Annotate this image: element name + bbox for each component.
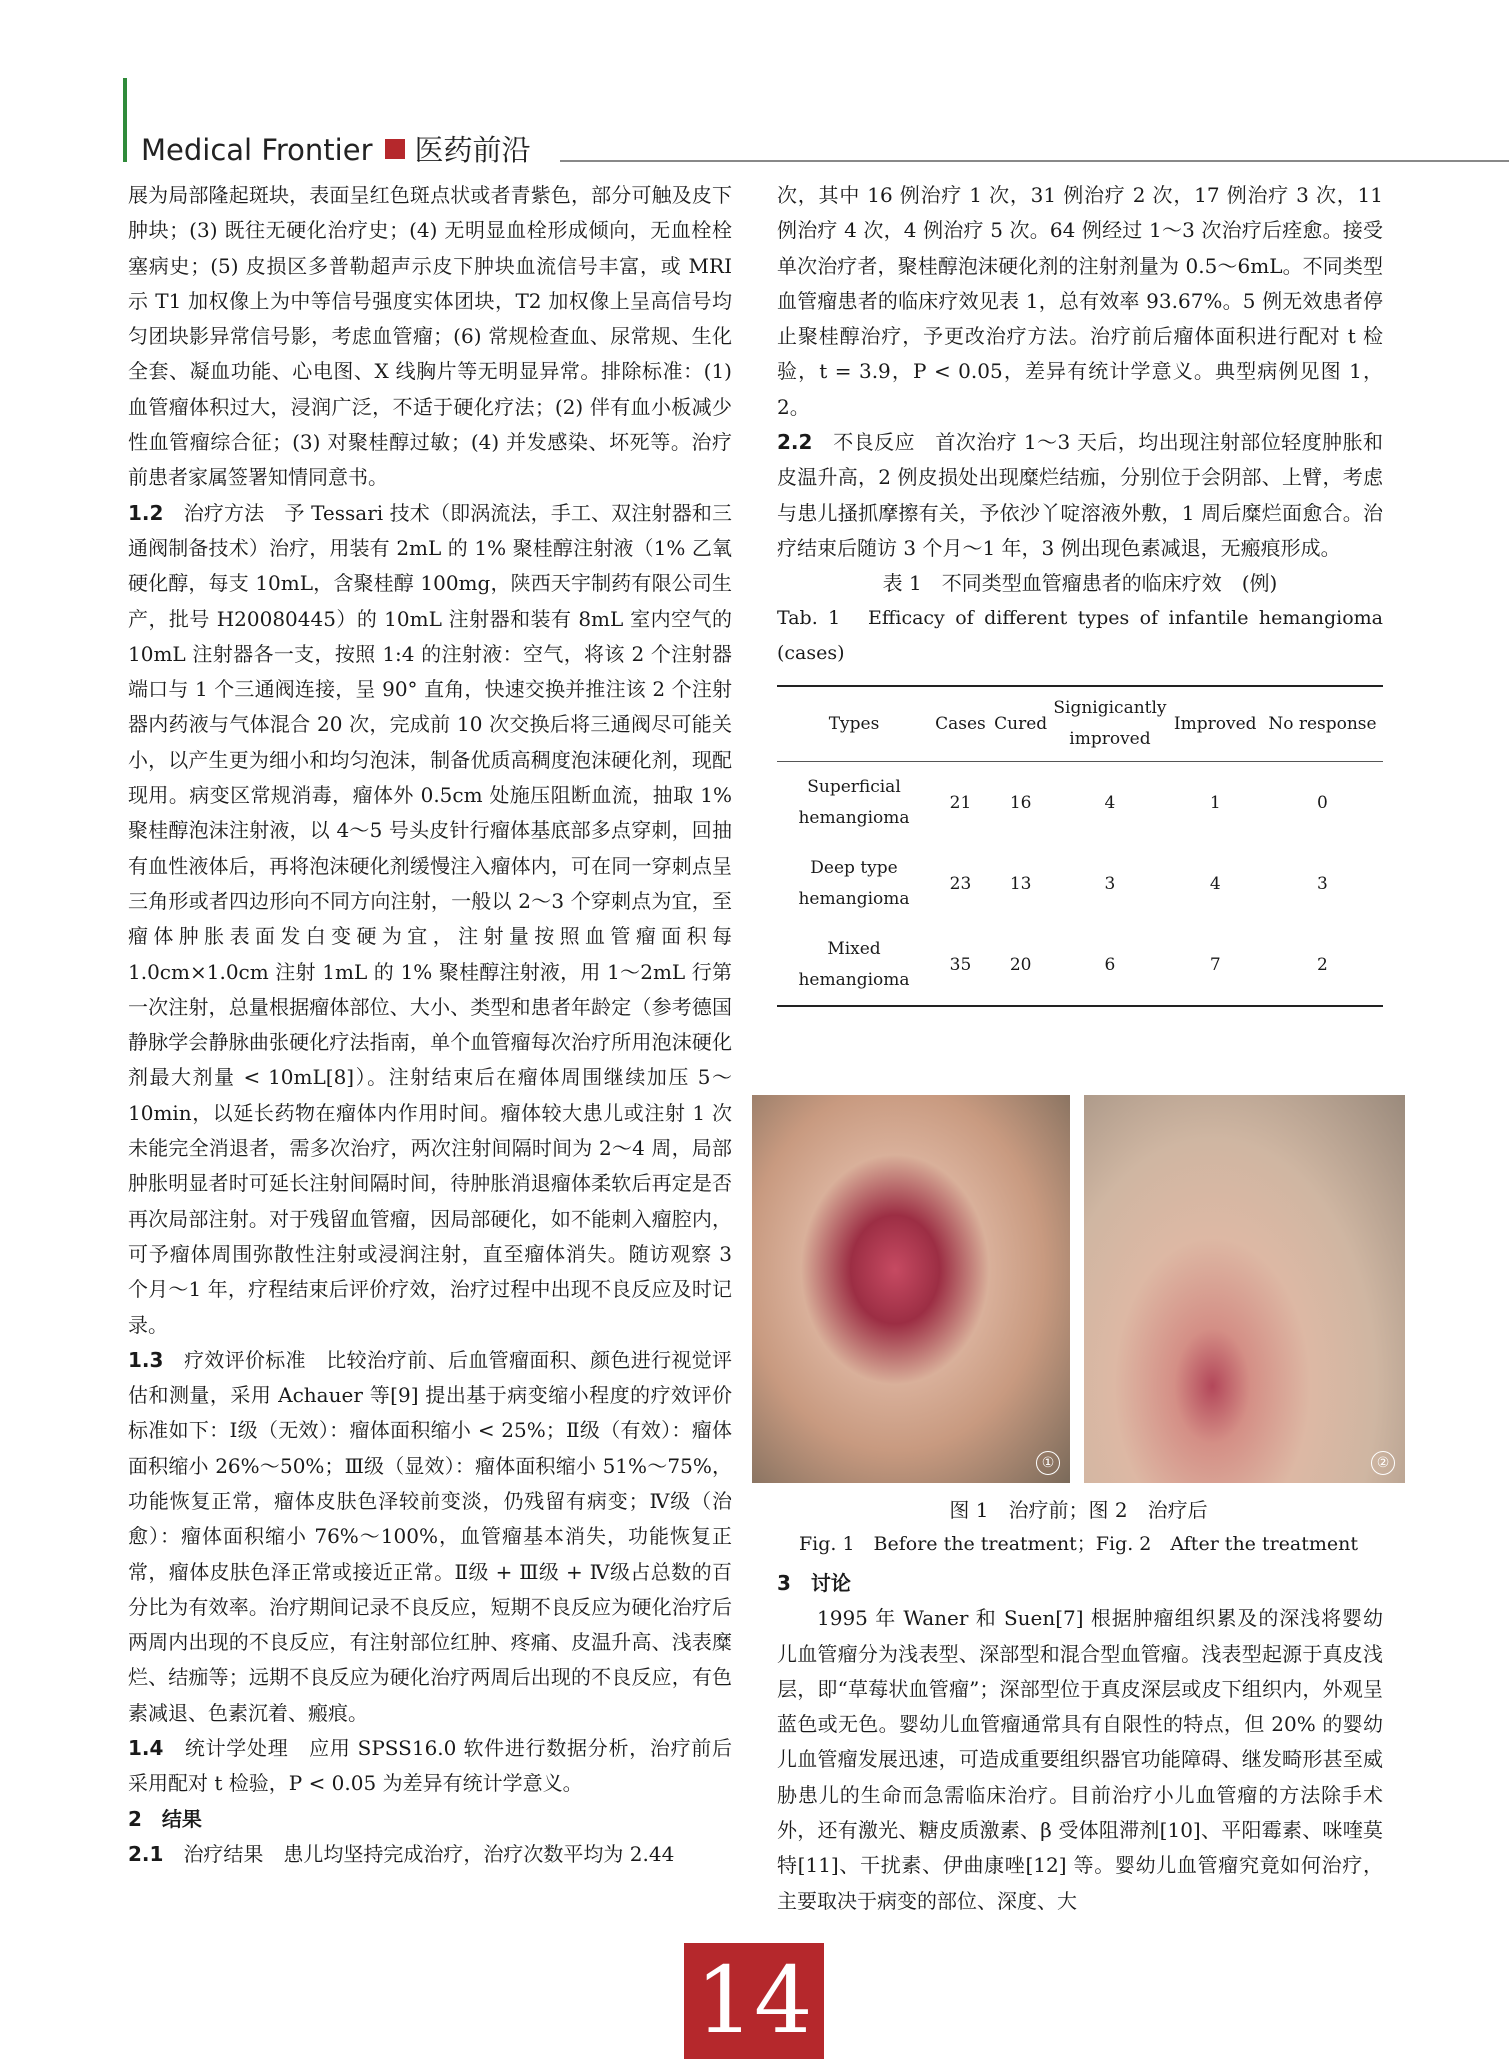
table-cell: 0 [1317,792,1328,813]
table-cell: 23 [949,873,972,894]
header-title-cn: 医药前沿 [414,133,531,167]
table-header-row [777,686,1383,762]
table-header-cell: Improved [1169,686,1262,762]
figure-number-1: ① [1036,1451,1060,1475]
table-cell: 4 [1209,873,1221,894]
subsection-number: 2.1 [128,1841,164,1866]
paragraph-text: 展为局部隆起斑块，表面呈红色斑点状或者青紫色，部分可触及皮下肿块；(3) 既往无硬化治疗史；(4) 无明显血栓形成倾向，无血栓栓塞病史；(5) 皮损区多普勒超声示皮下肿块血流信号丰富，或 MRI 示 T1 加权像上为中等信号强度实体团块，T2 加权像上呈高信号均匀团块影异常信号影，考虑血管瘤；(6) 常规检查血、尿常规、生化全套、凝血功能、心电图、X 线胸片等无明显异常。排除标准：(1) 血管瘤体积过大，浸润广泛，不适于硬化疗法；(2) 伴有血小板减少性血管瘤综合征；(3) 对聚桂醇过敏；(4) 并发感染、坏死等。治疗前患者家属签署知情同意书。 [128,183,732,490]
table-cell: Superficial hemangioma [798,777,910,829]
paragraph-text: 治疗方法 予 Tessari 技术（即涡流法，手工、双注射器和三通阀制备技术）治疗，用装有 2mL 的 1% 聚桂醇注射液（1% 乙氧硬化醇，每支 10mL，含聚桂醇 100mg，陕西天宇制药有限公司生产，批号 H20080445）的 10mL 注射器和装有 8mL 室内空气的 10mL 注射器各一支，按照 1:4 的注射液：空气，将该 2 个注射器端口与 1 个三通阀连接，呈 90° 直角，快速交换并推注该 2 个注射器内药液与气体混合 20 次，完成前 10 次交换后将三通阀尽可能关小，以产生更为细小和均匀泡沫，制备优质高稠度泡沫硬化剂，现配现用。病变区常规消毒，瘤体外 0.5cm 处施压阻断血流，抽取 1% 聚桂醇泡沫注射液，以 4～5 号头皮针行瘤体基底部多点穿刺，回抽有血性液体后，再将泡沫硬化剂缓慢注入瘤体内，可在同一穿刺点呈三角形或者四边形向不同方向注射，一般以 2～3 个穿刺点为宜，至瘤体肿胀表面发白变硬为宜，注射量按照血管瘤面积每 1.0cm×1.0cm 注射 1mL 的 1% 聚桂醇注射液，用 1～2mL 行第一次注射，总量根据瘤体部位、大小、类型和患者年龄定（参考德国静脉学会静脉曲张硬化疗法指南，单个血管瘤每次治疗所用泡沫硬化剂最大剂量 < 10mL[8]）。注射结束后在瘤体周围继续加压 5～10min，以延长药物在瘤体内作用时间。瘤体较大患儿或注射 1 次未能完全消退者，需多次治疗，两次注射间隔时间为 2～4 周，局部肿胀明显者时可延长注射间隔时间，待肿胀消退瘤体柔软后再定是否再次局部注射。对于残留血管瘤，因局部硬化，如不能刺入瘤腔内，可予瘤体周围弥散性注射或浸润注射，直至瘤体消失。随访观察 3 个月～1 年，疗程结束后评价疗效，治疗过程中出现不良反应及时记录。 [128,500,732,1337]
figure-caption-cn: 图 1 治疗前；图 2 治疗后 [949,1498,1208,1522]
table-header-cell: Cured [990,686,1051,762]
photo-after-treatment [1084,1095,1405,1483]
table-row [777,762,1383,844]
table-cell: 3 [1104,873,1116,894]
table-caption-en: Tab. 1 Efficacy of different types of infantile hemangioma (cases) [777,607,1403,665]
table-cell: 1 [1209,792,1221,813]
table-cell: Mixed hemangioma [777,924,931,1006]
table-cell: 6 [1051,924,1168,1006]
paragraph [777,425,1383,566]
table-cell: Deep type hemangioma [798,858,910,910]
paragraph [128,1343,732,1731]
header-title-en: Medical Frontier [141,133,373,167]
efficacy-table [777,685,1383,1007]
paragraph-text: 治疗结果 患儿均坚持完成治疗，治疗次数平均为 2.44 [183,1841,675,1866]
paragraph [128,1731,732,1802]
table-header-cell: Types [777,686,931,762]
table-cell: 7 [1169,924,1262,1006]
subsection-number: 2.2 [777,430,813,455]
section-heading: 3 讨论 [777,1571,851,1595]
figure-number-2: ② [1371,1451,1395,1475]
table-header-cell: Signigicantly improved [1051,686,1168,762]
right-column-bottom [777,1566,1383,1919]
figures [752,1095,1405,1483]
table-cell: 35 [931,924,990,1006]
figure-caption-en: Fig. 1 Before the treatment；Fig. 2 After the treatment [798,1533,1359,1555]
section-heading: 2 结果 [128,1806,202,1831]
table-header-cell: No response [1262,686,1383,762]
left-column [128,178,732,1872]
paragraph-text: 疗效评价标准 比较治疗前、后血管瘤面积、颜色进行视觉评估和测量，采用 Achauer 等[9] 提出基于病变缩小程度的疗效评价标准如下：Ⅰ级（无效）：瘤体面积缩小 < 25%；Ⅱ级（有效）：瘤体面积缩小 26%～50%；Ⅲ级（显效）：瘤体面积缩小 51%～75%，功能恢复正常，瘤体皮肤色泽较前变淡，仍残留有病变；Ⅳ级（治愈）：瘤体面积缩小 76%～100%，血管瘤基本消失，功能恢复正常，瘤体皮肤色泽正常或接近正常。Ⅱ级 + Ⅲ级 + Ⅳ级占总数的百分比为有效率。治疗期间记录不良反应，短期不良反应为硬化治疗后两周内出现的不良反应，有注射部位红肿、疼痛、皮温升高、浅表糜烂、结痂等；远期不良反应为硬化治疗两周后出现的不良反应，有色素减退、色素沉着、瘢痕。 [128,1347,733,1725]
paragraph-text: 1995 年 Waner 和 Suen[7] 根据肿瘤组织累及的深浅将婴幼儿血管瘤分为浅表型、深部型和混合型血管瘤。浅表型起源于真皮浅层，即“草莓状血管瘤”；深部型位于真皮深层或皮下组织内，外观呈蓝色或无色。婴幼儿血管瘤通常具有自限性的特点，但 20% 的婴幼儿血管瘤发展迅速，可造成重要组织器官功能障碍、继发畸形甚至威胁患儿的生命而急需临床治疗。目前治疗小儿血管瘤的方法除手术外，还有激光、糖皮质激素、β 受体阻滞剂[10]、平阳霉素、咪喹莫特[11]、干扰素、伊曲康唑[12] 等。婴幼儿血管瘤究竟如何治疗，主要取决于病变的部位、深度、大 [777,1606,1383,1913]
table-cell: 21 [949,792,972,813]
paragraph-text: 次，其中 16 例治疗 1 次，31 例治疗 2 次，17 例治疗 3 次，11 例治疗 4 次，4 例治疗 5 次。64 例经过 1～3 次治疗后痊愈。接受单次治疗者，聚桂醇泡沫硬化剂的注射剂量为 0.5～6mL。不同类型血管瘤患者的临床疗效见表 1，总有效率 93.67%。5 例无效患者停止聚桂醇治疗，予更改治疗方法。治疗前后瘤体面积进行配对 t 检验，t = 3.9，P < 0.05，差异有统计学意义。典型病例见图 1，2。 [777,183,1383,419]
paragraph [777,178,1383,425]
table-cell: 3 [1317,873,1328,894]
table-cell: 13 [1009,873,1032,894]
photo-before-treatment [752,1095,1070,1483]
table-header-cell: Cases [931,686,990,762]
right-column [777,178,1403,1007]
paragraph-text: 不良反应 首次治疗 1～3 天后，均出现注射部位轻度肿胀和皮温升高，2 例皮损处出现糜烂结痂，分别位于会阴部、上臂，考虑与患儿搔抓摩擦有关，予依沙丫啶溶液外敷，1 周后糜烂面愈合。治疗结束后随访 3 个月～1 年，3 例出现色素减退，无瘢痕形成。 [777,430,1383,560]
header-square-icon [385,139,405,159]
header-rule [560,160,1509,162]
table-cell: 16 [1009,792,1032,813]
table-row [777,924,1383,1006]
paragraph [128,178,732,496]
paragraph [128,496,732,1343]
right-column-top [777,178,1383,566]
table-cell: 4 [1104,792,1116,813]
table-cell: 2 [1262,924,1383,1006]
running-header [141,128,531,169]
subsection-number: 1.2 [128,500,164,525]
table-row [777,843,1383,924]
paragraph [128,1837,732,1872]
paragraph [777,1601,1383,1919]
header-bar [123,78,127,162]
table-caption-cn: 表 1 不同类型血管瘤患者的临床疗效 (例) [882,571,1278,596]
subsection-number: 1.4 [128,1736,164,1761]
paragraph-text: 统计学处理 应用 SPSS16.0 软件进行数据分析，治疗前后采用配对 t 检验，P < 0.05 为差异有统计学意义。 [128,1736,732,1796]
table-cell: 20 [990,924,1051,1006]
page-number: 14 [684,1943,824,2059]
subsection-number: 1.3 [128,1347,164,1372]
